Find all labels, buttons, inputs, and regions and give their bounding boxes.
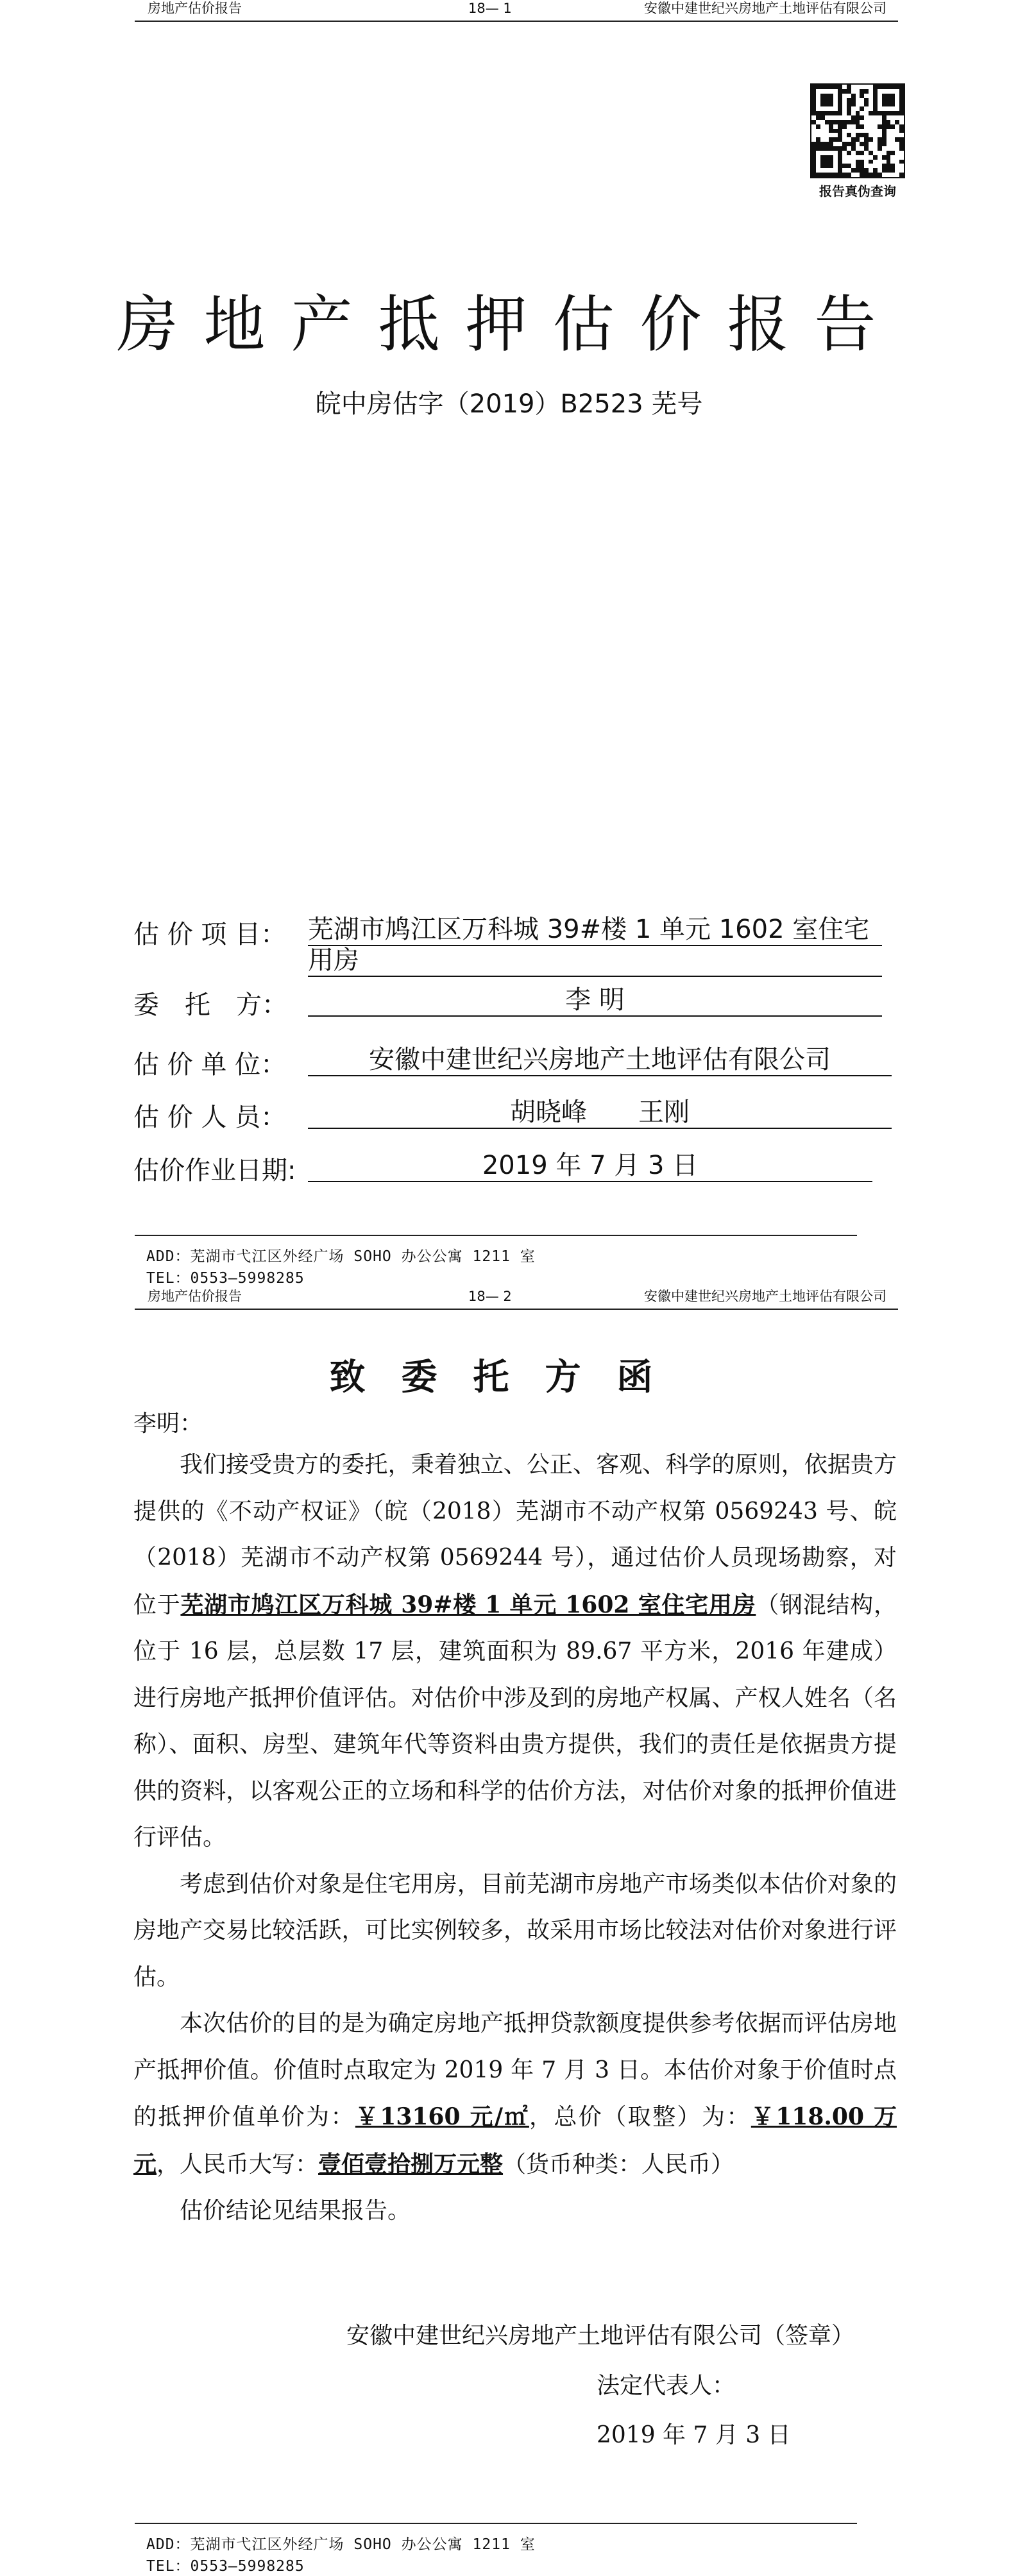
footer-address: ADD：芜湖市弋江区外经广场 SOHO 办公公寓 1211 室 bbox=[146, 1248, 536, 1265]
header-report-type: 房地产估价报告 bbox=[148, 1, 242, 16]
field-value: 李 明 bbox=[308, 985, 882, 1017]
paragraph-text: （货币种类：人民币） bbox=[503, 2151, 734, 2178]
field-label: 估价作业日期: bbox=[133, 1156, 296, 1185]
paragraph bbox=[133, 1442, 897, 1861]
letter-body bbox=[133, 1442, 897, 2235]
signature-date: 2019 年 7 月 3 日 bbox=[597, 2422, 791, 2448]
paragraph-text: ，人民币大写： bbox=[157, 2151, 319, 2178]
document-number: 皖中房估字（2019）B2523 芜号 bbox=[315, 389, 703, 419]
field-project bbox=[133, 914, 903, 976]
qr-code-icon[interactable] bbox=[810, 83, 905, 178]
report-title: 房地产抵押估价报告 bbox=[116, 289, 902, 360]
header-company: 安徽中建世纪兴房地产土地评估有限公司 bbox=[644, 1289, 887, 1304]
footer-tel: TEL：0553—5998285 bbox=[146, 1270, 305, 1287]
paragraph-text: 本次估价的目的是为确定房地产抵押贷款额度提供参考依据而评估房地产抵押价值。价值时点取定为 2019 年 7 月 3 日。本估价对象于价值时点的抵押价值单价为： bbox=[133, 2010, 897, 2130]
paragraph: 考虑到估价对象是住宅用房，目前芜湖市房地产市场类似本估价对象的房地产交易比较活跃，可比实例较多，故采用市场比较法对估价对象进行评估。 bbox=[133, 1870, 897, 1990]
field-value: 安徽中建世纪兴房地产土地评估有限公司 bbox=[308, 1044, 892, 1076]
paragraph-text: （钢混结构，位于 16 层，总层数 17 层，建筑面积为 89.67 平方米，2016 年建成）进行房地产抵押价值评估。对估价中涉及到的房地产权属、产权人姓名（名称）、面积、房型、建筑年代等资料由贵方提供，我们的责任是依据贵方提供的资料，以客观公正的立场和科学的估价方法，对估价对象的抵押价值进行评估。 bbox=[133, 1591, 897, 1851]
field-underline bbox=[308, 945, 882, 946]
paragraph bbox=[133, 2001, 897, 2188]
footer-divider bbox=[135, 1235, 857, 1236]
field-label: 估 价 单 位： bbox=[133, 1050, 287, 1080]
field-value: 芜湖市鸠江区万科城 39#楼 1 单元 1602 室住宅用房 bbox=[308, 915, 870, 975]
signature-representative: 法定代表人： bbox=[597, 2373, 736, 2399]
field-label: 估 价 人 员： bbox=[133, 1103, 287, 1132]
header-report-type: 房地产估价报告 bbox=[148, 1289, 242, 1304]
letter-salutation: 李明： bbox=[133, 1411, 203, 1437]
letter-heading: 致委托方函 bbox=[329, 1356, 689, 1398]
qr-code-label: 报告真伪查询 bbox=[819, 183, 896, 199]
paragraph-text: 我们接受贵方的委托，秉着独立、公正、客观、科学的原则，依据贵方提供的《不动产权证》（皖（2018）芜湖市不动产权第 0569243 号、皖（2018）芜湖市不动产权第 0569244 号），通过估价人员现场勘察，对位于 bbox=[133, 1452, 897, 1618]
paragraph-text: ，总价（取整）为： bbox=[529, 2104, 751, 2130]
unit-price: ￥13160 元/㎡ bbox=[355, 2103, 529, 2130]
field-label: 估 价 项 目： bbox=[133, 920, 287, 949]
page-header bbox=[135, 0, 898, 22]
footer-address: ADD：芜湖市弋江区外经广场 SOHO 办公公寓 1211 室 bbox=[146, 2536, 536, 2553]
total-price-uppercase: 壹佰壹拾捌万元整 bbox=[318, 2150, 504, 2178]
header-page-number: 18— 2 bbox=[468, 1289, 512, 1304]
page-header bbox=[135, 1288, 898, 1310]
field-underline bbox=[308, 976, 882, 977]
letter-page bbox=[0, 1288, 1018, 2576]
field-value: 2019 年 7 月 3 日 bbox=[308, 1150, 872, 1182]
header-page-number: 18— 1 bbox=[468, 1, 512, 16]
property-name: 芜湖市鸠江区万科城 39#楼 1 单元 1602 室住宅用房 bbox=[180, 1591, 756, 1618]
total-price: ￥118.00 万元 bbox=[133, 2103, 897, 2178]
footer-divider bbox=[135, 2523, 857, 2524]
paragraph: 估价结论见结果报告。 bbox=[180, 2198, 411, 2224]
signature-company: 安徽中建世纪兴房地产土地评估有限公司（签章） bbox=[346, 2323, 855, 2349]
header-company: 安徽中建世纪兴房地产土地评估有限公司 bbox=[644, 1, 887, 16]
field-value: 胡晓峰 王刚 bbox=[308, 1097, 892, 1129]
field-label: 委 托 方： bbox=[133, 990, 287, 1020]
footer-tel: TEL：0553—5998285 bbox=[146, 2558, 305, 2575]
